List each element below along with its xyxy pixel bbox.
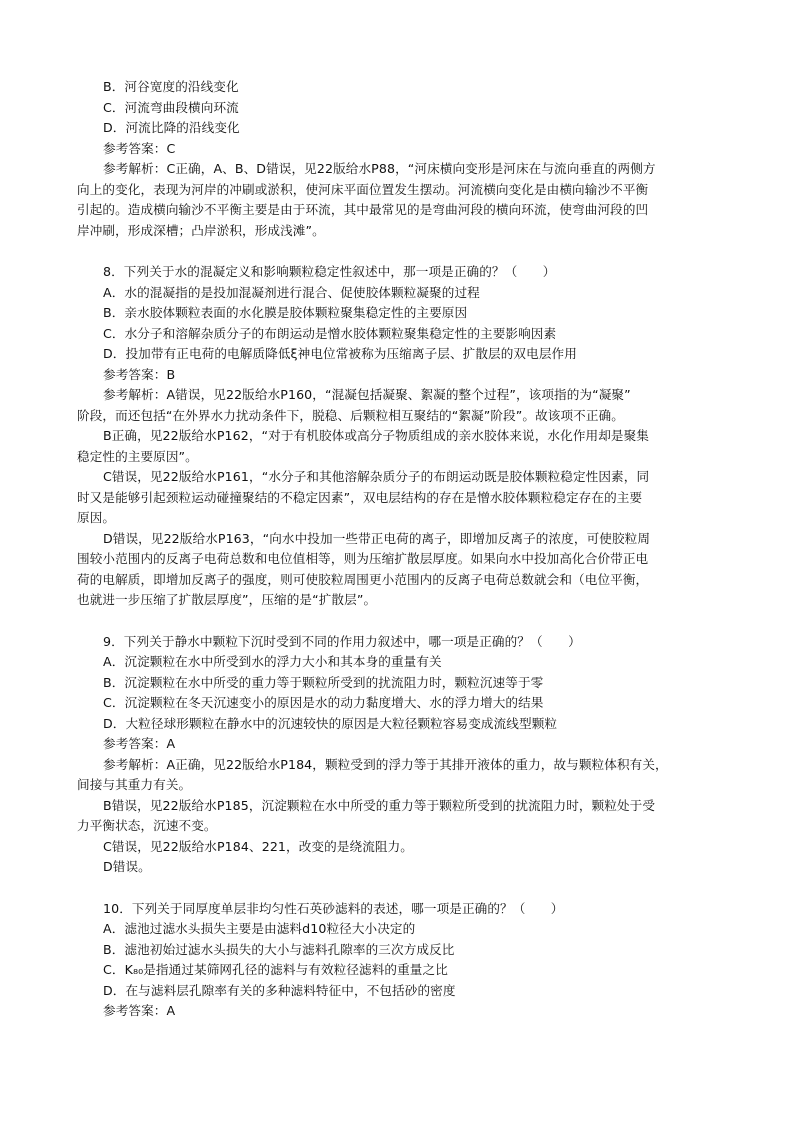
q8-stem: 8．下列关于水的混凝定义和影响颗粒稳定性叙述中，那一项是正确的？（ ）: [103, 264, 556, 279]
q7-analysis-line: 向上的变化，表现为河岸的冲刷或淤积，使河床平面位置发生摆动。河流横向变化是由横向输沙不平衡: [77, 181, 649, 197]
q7-option-c: C．河流弯曲段横向环流: [103, 99, 239, 115]
q8-option-d: D．投加带有正电荷的电解质降低ξ神电位常被称为压缩离子层、扩散层的双电层作用: [103, 346, 577, 361]
q9-analysis-line: B错误，见22版给水P185，沉淀颗粒在水中所受的重力等于颗粒所受到的扰流阻力时，颗粒处于受: [103, 797, 656, 813]
q8-analysis-line: B正确，见22版给水P162，“对于有机胶体或高分子物质组成的亲水胶体来说，水化作用却是聚集: [103, 428, 649, 443]
q8-analysis-line: 阶段，而还包括“在外界水力扰动条件下，脱稳、后颗粒相互聚结的“絮凝”阶段”。故该项不正确。: [77, 407, 624, 423]
q8-analysis-line: 参考解析：A错误，见22版给水P160，“混凝包括凝聚、絮凝的整个过程”，该项指的为“凝聚”: [103, 387, 631, 402]
q7-answer: 参考答案：C: [103, 140, 176, 156]
q10-option-d: D．在与滤料层孔隙率有关的多种滤料特征中，不包括砂的密度: [103, 982, 456, 998]
q8-analysis-line: 原因。: [77, 510, 116, 525]
q8-option-a: A．水的混凝指的是投加混凝剂进行混合、促使胶体颗粒凝聚的过程: [103, 284, 480, 300]
q10-option-a: A．滤池过滤水头损失主要是由滤料d10粒径大小决定的: [103, 921, 416, 936]
q7-analysis-line: 岸冲刷，形成深槽；凸岸淤积，形成浅滩”。: [77, 222, 325, 238]
q9-analysis-line: D错误。: [103, 859, 151, 874]
q10-stem: 10．下列关于同厚度单层非均匀性石英砂滤料的表述，哪一项是正确的？（ ）: [103, 900, 564, 916]
q9-analysis-line: C错误，见22版给水P184、221，改变的是绕流阻力。: [103, 838, 413, 854]
spacer: [103, 241, 725, 262]
q8-analysis-line: 稳定性的主要原因”。: [77, 448, 198, 464]
q9-answer: 参考答案：A: [103, 736, 176, 751]
q10-option-b: B．滤池初始过滤水头损失的大小与滤料孔隙率的三次方成反比: [103, 941, 455, 957]
spacer: [103, 878, 725, 899]
q8-option-c: C．水分子和溶解杂质分子的布朗运动是憎水胶体颗粒聚集稳定性的主要影响因素: [103, 325, 557, 341]
q9-analysis-line: 间接与其重力有关。: [77, 777, 192, 792]
q8-analysis-line: 围较小范围内的反离子电荷总数和电位值相等，则为压缩扩散层厚度。如果向水中投加高化合价带正电: [77, 551, 649, 566]
q8-analysis-line: C错误，见22版给水P161，“水分子和其他溶解杂质分子的布朗运动既是胶体颗粒稳定性因素，同: [103, 469, 650, 484]
q10-answer: 参考答案：A: [103, 1003, 176, 1018]
q9-option-c: C．沉淀颗粒在冬天沉速变小的原因是水的动力黏度增大、水的浮力增大的结果: [103, 695, 544, 710]
q8-analysis-line: 也就进一步压缩了扩散层厚度”，压缩的是“扩散层”。: [77, 592, 377, 607]
q7-analysis-line: 引起的。造成横向输沙不平衡主要是由于环流，其中最常见的是弯曲河段的横向环流，使弯曲河段的凹: [77, 202, 649, 217]
q9-option-d: D．大粒径球形颗粒在静水中的沉速较快的原因是大粒径颗粒容易变成流线型颗粒: [103, 715, 558, 731]
q8-analysis-line: 荷的电解质，即增加反离子的强度，则可使胶粒周围更小范围内的反离子电荷总数就会和（电位平衡，: [77, 571, 649, 587]
q10-option-c: C．K₈₀是指通过某筛网孔径的滤料与有效粒径滤料的重量之比: [103, 962, 448, 977]
spacer: [103, 611, 725, 632]
q8-option-b: B．亲水胶体颗粒表面的水化膜是胶体颗粒聚集稳定性的主要原因: [103, 305, 468, 320]
q9-option-a: A．沉淀颗粒在水中所受到水的浮力大小和其本身的重量有关: [103, 654, 442, 669]
q8-answer: 参考答案：B: [103, 366, 176, 382]
q8-analysis-line: 时又是能够引起颈粒运动碰撞聚结的不稳定因素”，双电层结构的存在是憎水胶体颗粒稳定存在的主要: [77, 489, 643, 505]
q9-analysis-line: 力平衡状态，沉速不变。: [77, 818, 217, 833]
q7-option-b: B．河谷宽度的沿线变化: [103, 79, 239, 94]
q9-option-b: B．沉淀颗粒在水中所受的重力等于颗粒所受到的扰流阻力时，颗粒沉速等于零: [103, 674, 544, 690]
q7-option-d: D．河流比降的沿线变化: [103, 120, 240, 135]
page-content: [77, 77, 725, 1022]
q7-analysis-line: 参考解析：C正确，A、B、D错误，见22版给水P88，“河床横向变形是河床在与流向垂直的两侧方: [103, 161, 656, 176]
q9-analysis-line: 参考解析：A正确，见22版给水P184，颗粒受到的浮力等于其排开液体的重力，故与颗粒体积有关，: [103, 756, 668, 772]
q8-analysis-line: D错误，见22版给水P163，“向水中投加一些带正电荷的离子，即增加反离子的浓度，可使胶粒周: [103, 530, 651, 546]
q9-stem: 9．下列关于静水中颗粒下沉时受到不同的作用力叙述中，哪一项是正确的？（ ）: [103, 633, 581, 649]
